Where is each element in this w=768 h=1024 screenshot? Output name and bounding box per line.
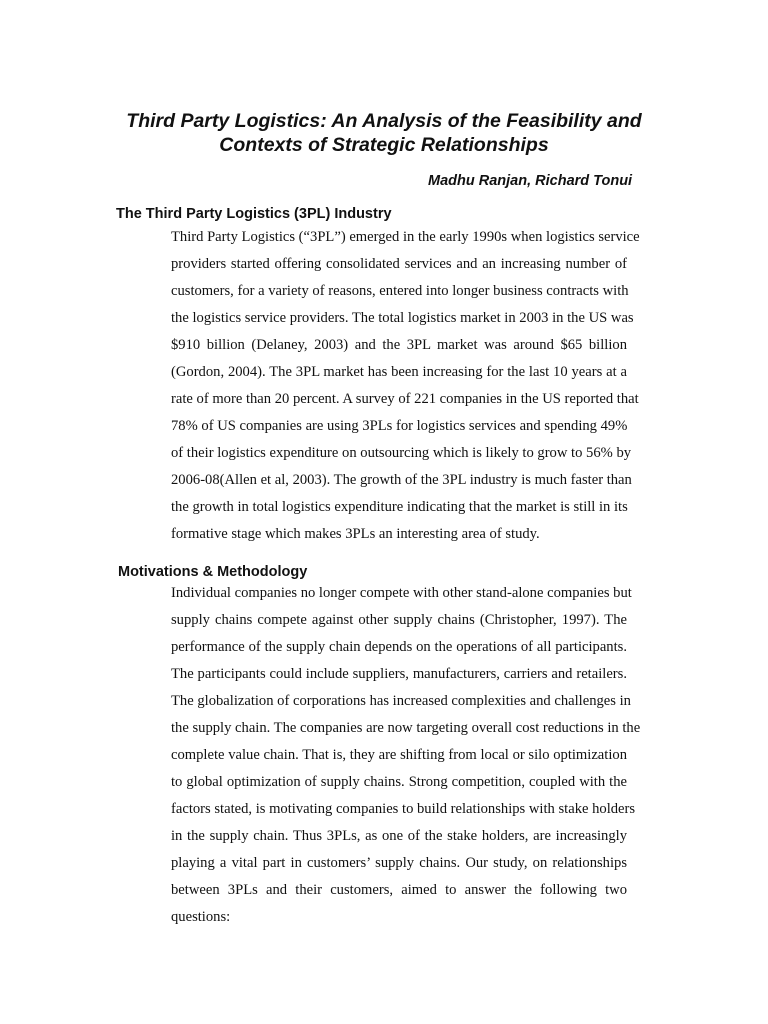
paragraph-line: performance of the supply chain depends on the operations of all participants. (171, 639, 627, 655)
paragraph-line: Individual companies no longer compete with other stand-alone companies but (171, 585, 632, 601)
paragraph-line: the logistics service providers. The total logistics market in 2003 in the US was (171, 310, 634, 326)
paragraph-line: questions: (171, 909, 231, 925)
paragraph-line: The globalization of corporations has increased complexities and challenges in (171, 693, 631, 709)
section-body-motivations (171, 580, 641, 931)
paragraph-line: playing a vital part in customers’ supply chains. Our study, on relationships (171, 855, 627, 871)
section-body-3pl-industry (171, 224, 640, 548)
paragraph-line: rate of more than 20 percent. A survey of 221 companies in the US reported that (171, 391, 639, 407)
paper-title-line-2: Contexts of Strategic Relationships (219, 134, 549, 156)
author-names: Madhu Ranjan, Richard Tonui (428, 173, 633, 189)
paragraph-line: providers started offering consolidated services and an increasing number of (171, 256, 627, 272)
section-heading-motivations: Motivations & Methodology (118, 564, 308, 580)
paragraph-line: the growth in total logistics expenditure indicating that the market is still in its (171, 499, 628, 515)
paragraph-line: supply chains compete against other supply chains (Christopher, 1997). The (171, 612, 627, 628)
paragraph-line: 78% of US companies are using 3PLs for logistics services and spending 49% (171, 418, 628, 434)
paper-title-line-1: Third Party Logistics: An Analysis of the Feasibility and (126, 110, 642, 132)
paragraph-line: to global optimization of supply chains. Strong competition, coupled with the (171, 774, 627, 790)
section-heading-3pl-industry: The Third Party Logistics (3PL) Industry (116, 206, 392, 222)
paper-title (0, 109, 768, 157)
paragraph-line: The participants could include suppliers, manufacturers, carriers and retailers. (171, 666, 627, 682)
paragraph-line: complete value chain. That is, they are shifting from local or silo optimization (171, 747, 627, 763)
paragraph-line: customers, for a variety of reasons, entered into longer business contracts with (171, 283, 629, 299)
paragraph-line: between 3PLs and their customers, aimed to answer the following two (171, 882, 627, 898)
paragraph-line: factors stated, is motivating companies to build relationships with stake holders (171, 801, 636, 817)
paragraph-line: Third Party Logistics (“3PL”) emerged in the early 1990s when logistics service (171, 229, 640, 245)
paragraph-line: 2006-08(Allen et al, 2003). The growth of the 3PL industry is much faster than (171, 472, 632, 488)
paragraph-line: in the supply chain. Thus 3PLs, as one of the stake holders, are increasingly (171, 828, 627, 844)
paragraph-line: of their logistics expenditure on outsourcing which is likely to grow to 56% by (171, 445, 632, 461)
paragraph-line: $910 billion (Delaney, 2003) and the 3PL market was around $65 billion (171, 337, 627, 353)
paragraph-line: (Gordon, 2004). The 3PL market has been increasing for the last 10 years at a (171, 364, 627, 380)
paragraph-line: formative stage which makes 3PLs an interesting area of study. (171, 526, 540, 542)
paragraph-line: the supply chain. The companies are now targeting overall cost reductions in the (171, 720, 641, 736)
